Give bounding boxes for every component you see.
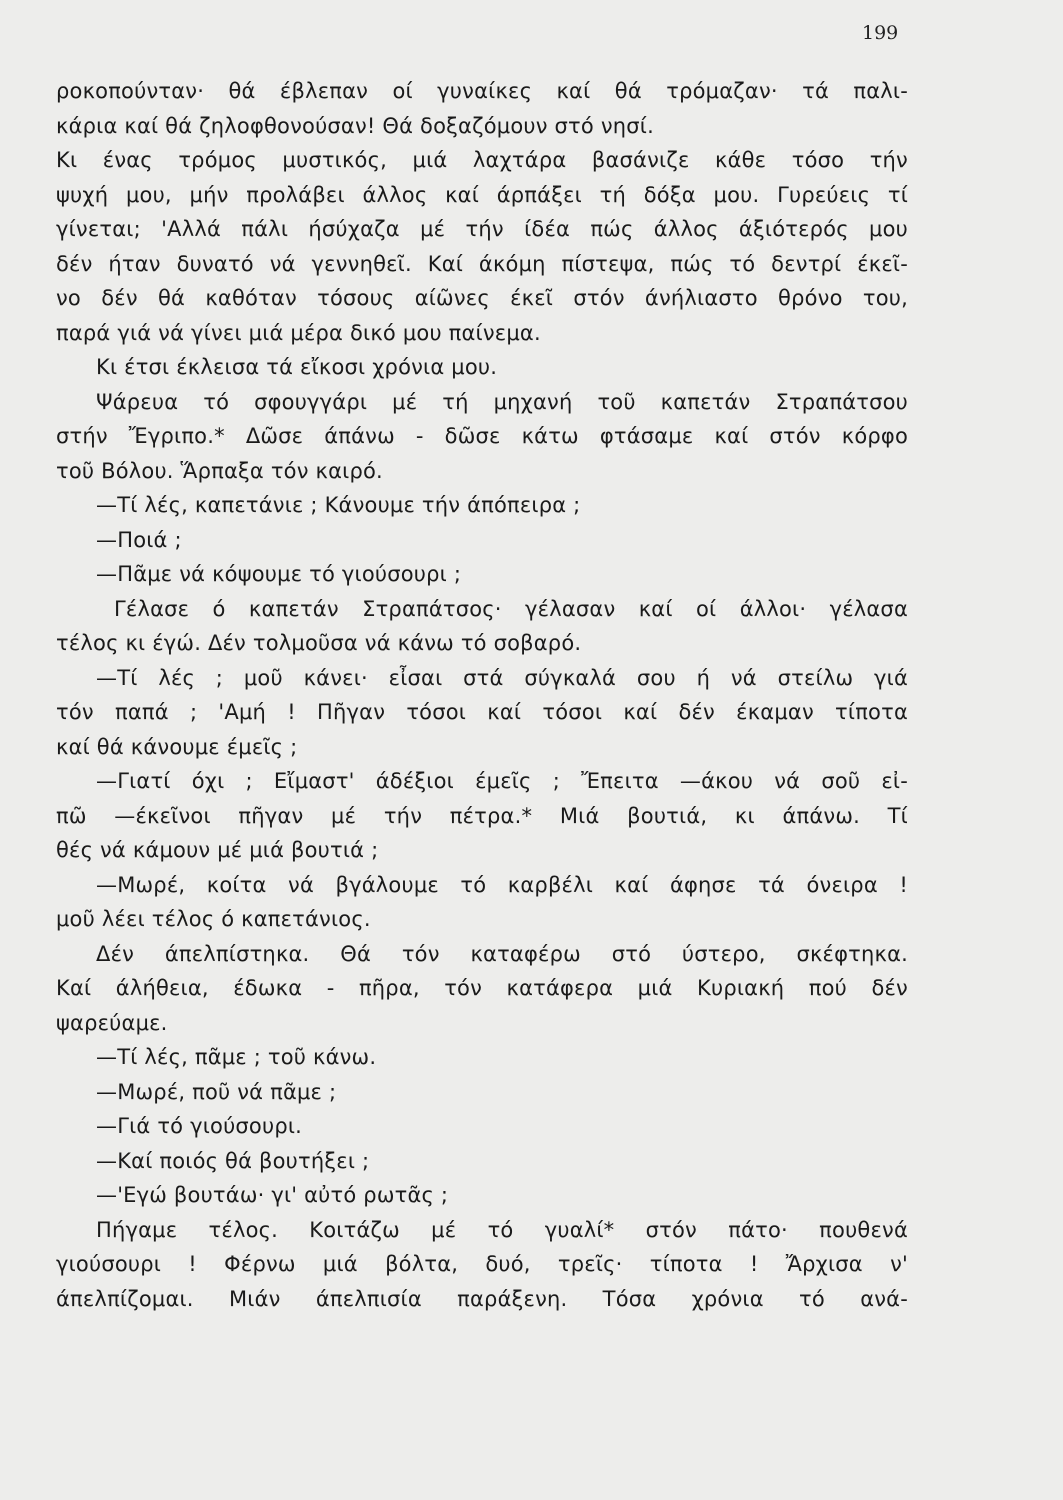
text-line: γίνεται; 'Αλλά πάλι ήσύχαζα μέ τήν ίδέα πώς άλλος άξιότερός μου — [56, 217, 908, 241]
text-line: παρά γιά νά γίνει μιά μέρα δικό μου παίνεμα. — [56, 320, 541, 345]
text-line: —Τί λές ; μοῦ κάνει· εἶσαι στά σύγκαλά σου ή νά στείλω γιά — [96, 665, 908, 690]
text-line: Δέν άπελπίστηκα. Θά τόν καταφέρω στό ύστερο, σκέφτηκα. — [96, 941, 908, 966]
text-line: καί θά κάνουμε έμεῖς ; — [56, 734, 298, 759]
text-line: —Γιά τό γιούσουρι. — [96, 1114, 303, 1138]
text-line: κάρια καί θά ζηλοφθονούσαν! Θά δοξαζόμουν στό νησί. — [56, 113, 654, 138]
text-line: —Πᾶμε νά κόψουμε τό γιούσουρι ; — [96, 562, 462, 586]
text-line: —Ποιά ; — [96, 527, 182, 552]
text-line: ροκοπούνταν· θά έβλεπαν οί γυναίκες καί θά τρόμαζαν· τά παλι- — [56, 79, 908, 103]
text-line: τόν παπά ; 'Αμή ! Πῆγαν τόσοι καί τόσοι καί δέν έκαμαν τίποτα — [56, 700, 908, 724]
text-line: —Γιατί όχι ; Εἴμαστ' άδέξιοι έμεῖς ; Ἔπειτα —άκου νά σοῦ εἰ- — [96, 769, 908, 793]
text-line: τοῦ Βόλου. Ἅρπαξα τόν καιρό. — [56, 458, 383, 483]
text-line: δέν ήταν δυνατό νά γεννηθεῖ. Καί άκόμη πίστεψα, πώς τό δεντρί έκεῖ- — [56, 251, 908, 276]
text-line: —Μωρέ, κοίτα νά βγάλουμε τό καρβέλι καί άφησε τά όνειρα ! — [96, 872, 908, 897]
text-line: Καί άλήθεια, έδωκα - πῆρα, τόν κατάφερα μιά Κυριακή πού δέν — [56, 976, 908, 1000]
text-line: ψαρεύαμε. — [56, 1010, 168, 1035]
text-line: —Τί λές, πᾶμε ; τοῦ κάνω. — [96, 1045, 377, 1069]
text-line: άπελπίζομαι. Μιάν άπελπισία παράξενη. Τόσα χρόνια τό ανά- — [56, 1286, 908, 1311]
page-number: 199 — [862, 22, 899, 44]
text-line: θές νά κάμουν μέ μιά βουτιά ; — [56, 838, 379, 862]
body-text — [56, 74, 908, 1316]
text-line: —Μωρέ, ποῦ νά πᾶμε ; — [96, 1079, 337, 1104]
text-line: τέλος κι έγώ. Δέν τολμοῦσα νά κάνω τό σοβαρό. — [56, 631, 582, 655]
text-line: μοῦ λέει τέλος ό καπετάνιος. — [56, 907, 371, 931]
text-line: ψυχή μου, μήν προλάβει άλλος καί άρπάξει τή δόξα μου. Γυρεύεις τί — [56, 182, 908, 207]
text-line: πῶ —έκεῖνοι πῆγαν μέ τήν πέτρα.* Μιά βουτιά, κι άπάνω. Τί — [56, 803, 908, 828]
text-line: —'Εγώ βουτάω· γι' αὐτό ρωτᾶς ; — [96, 1183, 449, 1207]
text-line: στήν Ἔγριπο.* Δῶσε άπάνω - δῶσε κάτω φτάσαμε καί στόν κόρφο — [56, 424, 908, 448]
text-line: νο δέν θά καθόταν τόσους αίῶνες έκεῖ στόν άνήλιαστο θρόνο του, — [56, 286, 908, 310]
text-line: Πήγαμε τέλος. Κοιτάζω μέ τό γυαλί* στόν πάτο· πουθενά — [96, 1217, 908, 1242]
text-line: γιούσουρι ! Φέρνω μιά βόλτα, δυό, τρεῖς· τίποτα ! Ἄρχισα ν' — [56, 1252, 908, 1276]
text-line: Ψάρευα τό σφουγγάρι μέ τή μηχανή τοῦ καπετάν Στραπάτσου — [96, 389, 908, 414]
text-line: Κι ένας τρόμος μυστικός, μιά λαχτάρα βασάνιζε κάθε τόσο τήν — [56, 148, 908, 172]
text-line: Γέλασε ό καπετάν Στραπάτσος· γέλασαν καί οί άλλοι· γέλασα — [114, 596, 908, 621]
text-line: Κι έτσι έκλεισα τά εἴκοσι χρόνια μου. — [96, 355, 498, 379]
text-line: —Καί ποιός θά βουτήξει ; — [96, 1148, 370, 1173]
text-line: —Τί λές, καπετάνιε ; Κάνουμε τήν άπόπειρα ; — [96, 493, 581, 517]
